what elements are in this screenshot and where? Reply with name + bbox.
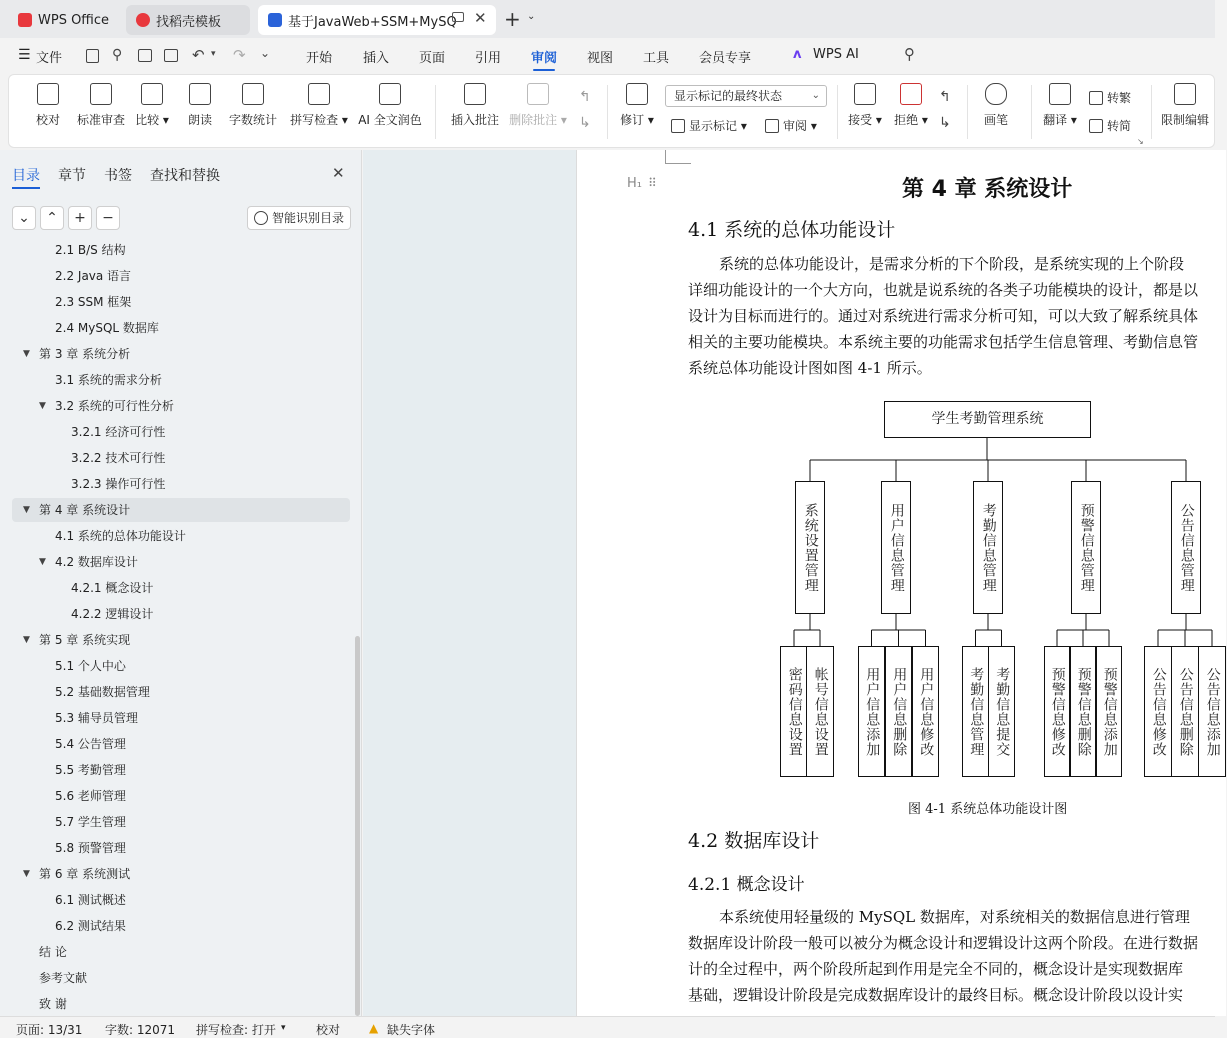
- toc-item[interactable]: [39, 992, 67, 1016]
- toc-item[interactable]: [23, 342, 131, 366]
- toc-item-label: 5.6 老师管理: [55, 789, 126, 803]
- word-doc-icon: [268, 13, 282, 27]
- diagram-group-node: 预警信息管理: [1071, 481, 1101, 614]
- diagram-leaf-node: 预警信息添加: [1096, 646, 1122, 777]
- to-traditional-button[interactable]: 转繁: [1089, 89, 1131, 106]
- next-comment-icon[interactable]: ↳: [579, 115, 591, 131]
- paragraph-line: 数据库设计阶段一般可以被分为概念设计和逻辑设计这两个阶段。在进行数据: [688, 934, 1199, 952]
- monitor-icon: [452, 12, 464, 22]
- word-count-button[interactable]: 字数统计: [227, 83, 279, 128]
- toc-scrollbar[interactable]: [355, 636, 360, 1016]
- paragraph-line: 系统的总体功能设计，是需求分析的下个阶段，是系统实现的上个阶段: [719, 255, 1185, 273]
- toc-item[interactable]: [55, 810, 126, 834]
- close-pane-icon[interactable]: ✕: [332, 164, 345, 182]
- paragraph-line: 基础，逻辑设计阶段是完成数据库设计的最终目标。概念设计阶段以设计实: [688, 986, 1184, 1004]
- chevron-down-icon[interactable]: ⌄: [527, 11, 536, 22]
- subsection-heading-4-2-1: 4.2.1 概念设计: [688, 875, 805, 895]
- diagram-leaf-node: 用户信息删除: [885, 646, 912, 777]
- toc-item[interactable]: [55, 836, 126, 860]
- toc-item-label: 3.2.1 经济可行性: [71, 425, 166, 439]
- menu-tools[interactable]: 工具: [643, 51, 670, 66]
- more-chevron-icon[interactable]: ⌄: [260, 46, 271, 60]
- to-simplified-button[interactable]: 转简: [1089, 117, 1131, 134]
- show-markup-icon: [671, 119, 685, 133]
- word-count[interactable]: 字数: 12071: [105, 1023, 176, 1037]
- restrict-edit-icon: [1174, 83, 1196, 105]
- share-icon[interactable]: ⚲: [112, 47, 123, 63]
- diagram-leaf-node: 公告信息修改: [1144, 646, 1172, 777]
- compare-icon: [141, 83, 163, 105]
- expand-arrow-icon[interactable]: ▼: [23, 505, 30, 515]
- spell-check-status[interactable]: 拼写检查: 打开: [196, 1023, 276, 1037]
- menu-page[interactable]: 页面: [419, 51, 446, 66]
- smart-toc-button[interactable]: 智能识别目录: [247, 206, 351, 230]
- chevron-down-icon: ⌄: [811, 90, 820, 101]
- toc-item[interactable]: [55, 264, 131, 288]
- toc-item-label: 第 3 章 系统分析: [39, 347, 131, 361]
- read-aloud-button[interactable]: 朗读: [185, 83, 215, 128]
- toc-item[interactable]: [55, 316, 159, 340]
- toc-item-label: 5.1 个人中心: [55, 659, 126, 673]
- toc-item[interactable]: [55, 680, 150, 704]
- toc-item[interactable]: [55, 732, 126, 756]
- toc-item-label: 4.1 系统的总体功能设计: [55, 529, 186, 543]
- tab-template[interactable]: [126, 5, 250, 35]
- chevron-down-icon[interactable]: ▾: [281, 1023, 286, 1033]
- toc-item[interactable]: [55, 888, 126, 912]
- next-change-icon[interactable]: ↳: [939, 115, 951, 131]
- restrict-edit-button[interactable]: 限制编辑: [1159, 83, 1211, 128]
- status-bar: [0, 1016, 1215, 1038]
- toc-item-label: 2.1 B/S 结构: [55, 243, 126, 257]
- toc-item-label: 3.2.3 操作可行性: [71, 477, 166, 491]
- chevron-up-icon: ⌃: [46, 210, 58, 226]
- tab-bar: [0, 0, 1215, 38]
- diagram-group-node: 公告信息管理: [1171, 481, 1201, 614]
- toc-item[interactable]: [39, 550, 138, 574]
- paragraph-line: 本系统使用轻量级的 MySQL 数据库，对系统相关的数据信息进行管理: [719, 908, 1190, 926]
- delete-comment-icon: [527, 83, 549, 105]
- plus-icon: +: [74, 210, 86, 226]
- section-heading-4-1: 4.1 系统的总体功能设计: [688, 219, 896, 241]
- toc-item-label: 第 6 章 系统测试: [39, 867, 131, 881]
- close-tab-icon[interactable]: ✕: [474, 9, 487, 27]
- tab-document[interactable]: [258, 5, 496, 35]
- toc-item-label: 参考文献: [39, 971, 88, 985]
- tab-label: 基于JavaWeb+SSM+MySQ: [288, 14, 457, 30]
- collapse-level-button[interactable]: [96, 206, 120, 230]
- word-count-icon: [242, 83, 264, 105]
- toc-item[interactable]: [23, 862, 131, 886]
- toc-item-label: 2.2 Java 语言: [55, 269, 132, 283]
- translate-button[interactable]: 翻译 ▾: [1041, 83, 1079, 128]
- insert-comment-button[interactable]: 插入批注: [449, 83, 501, 128]
- undo-icon[interactable]: ↶: [192, 46, 205, 64]
- delete-comment-button[interactable]: 删除批注 ▾: [509, 83, 567, 128]
- toc-item[interactable]: [71, 446, 165, 470]
- toc-item[interactable]: [39, 394, 174, 418]
- ai-polish-icon: [379, 83, 401, 105]
- diagram-leaf-node: 帐号信息设置: [806, 646, 834, 777]
- search-icon[interactable]: ⚲: [904, 45, 915, 63]
- toc-item-label: 4.2.2 逻辑设计: [71, 607, 154, 621]
- diagram-group-node: 用户信息管理: [881, 481, 911, 614]
- tab-bookmarks[interactable]: 书签: [104, 168, 132, 184]
- expand-arrow-icon[interactable]: ▼: [23, 635, 30, 645]
- reject-button[interactable]: 拒绝 ▾: [893, 83, 929, 128]
- wps-logo-icon: [18, 13, 32, 27]
- chapter-heading: 第 4 章 系统设计: [902, 177, 1073, 202]
- figure-caption: 图 4-1 系统总体功能设计图: [908, 802, 1068, 817]
- diagram-leaf-node: 预警信息修改: [1044, 646, 1070, 777]
- proofread-button[interactable]: 校对: [33, 83, 63, 128]
- chevron-down-icon: ⌄: [18, 210, 30, 226]
- spell-check-button[interactable]: 拼写检查 ▾: [289, 83, 349, 128]
- diagram-leaf-node: 公告信息添加: [1198, 646, 1226, 777]
- insert-comment-icon: [464, 83, 486, 105]
- minus-icon: −: [102, 210, 114, 226]
- document-canvas: [363, 150, 1221, 1016]
- toc-item-label: 5.3 辅导员管理: [55, 711, 138, 725]
- missing-font-status[interactable]: 缺失字体: [387, 1023, 436, 1037]
- toc-item[interactable]: [71, 602, 153, 626]
- proofread-icon: [37, 83, 59, 105]
- review-pane-button[interactable]: 审阅 ▾: [765, 117, 817, 134]
- standard-review-button[interactable]: 标准审查: [75, 83, 127, 128]
- paragraph-line: 设计为目标而进行的。通过对系统进行需求分析可知，可以大致了解系统具体: [688, 307, 1199, 325]
- compare-button[interactable]: 比较 ▾: [135, 83, 169, 128]
- expand-group-icon[interactable]: ↘: [1137, 137, 1144, 146]
- diagram-leaf-node: 考勤信息提交: [988, 646, 1015, 777]
- menu-file[interactable]: 文件: [36, 51, 63, 66]
- ribbon-divider: [1151, 85, 1152, 139]
- collapse-down-button[interactable]: [12, 206, 36, 230]
- tab-label: 找稻壳模板: [156, 14, 222, 30]
- expand-level-button[interactable]: [68, 206, 92, 230]
- ai-smart-icon: [254, 211, 268, 225]
- toc-item[interactable]: [39, 966, 87, 990]
- toc-item[interactable]: [23, 628, 131, 652]
- toc-item[interactable]: [55, 654, 126, 678]
- docer-icon: [136, 13, 150, 27]
- toc-item[interactable]: [23, 498, 131, 522]
- pen-icon: [985, 83, 1007, 105]
- tab-toc[interactable]: 目录: [12, 165, 40, 185]
- toc-item[interactable]: [71, 420, 165, 444]
- section-heading-4-2: 4.2 数据库设计: [688, 830, 820, 852]
- print-icon[interactable]: [138, 49, 152, 62]
- diagram-leaf-node: 用户信息修改: [912, 646, 939, 777]
- diagram-leaf-node: 密码信息设置: [780, 646, 808, 777]
- review-ribbon: [8, 74, 1215, 148]
- toc-item-label: 5.7 学生管理: [55, 815, 126, 829]
- toc-item-label: 结 论: [39, 945, 67, 959]
- simplified-icon: [1089, 119, 1103, 133]
- toc-item-label: 5.8 预警管理: [55, 841, 126, 855]
- markup-display-value: 显示标记的最终状态: [674, 89, 783, 103]
- diagram-leaf-node: 公告信息删除: [1171, 646, 1199, 777]
- page-indicator[interactable]: 页面: 13/31: [16, 1023, 83, 1037]
- toc-item-label: 5.2 基础数据管理: [55, 685, 150, 699]
- ribbon-divider: [435, 85, 436, 139]
- spell-check-icon: [308, 83, 330, 105]
- drag-handle-icon[interactable]: ⠿: [648, 176, 657, 190]
- ribbon-divider: [967, 85, 968, 139]
- menu-bar: [0, 38, 1215, 72]
- traditional-icon: [1089, 91, 1103, 105]
- ribbon-divider: [1031, 85, 1032, 139]
- diagram-root-node: 学生考勤管理系统: [884, 401, 1091, 438]
- toc-item[interactable]: [71, 472, 165, 496]
- diagram-group-node: 系统设置管理: [795, 481, 825, 614]
- diagram-leaf-node: 用户信息添加: [858, 646, 885, 777]
- diagram-leaf-node: 预警信息删除: [1070, 646, 1096, 777]
- menu-insert[interactable]: 插入: [363, 51, 390, 66]
- proofread-status[interactable]: 校对: [316, 1023, 341, 1037]
- accept-button[interactable]: 接受 ▾: [847, 83, 883, 128]
- expand-arrow-icon[interactable]: ▼: [23, 349, 30, 359]
- print-preview-icon[interactable]: [164, 49, 178, 62]
- hamburger-icon[interactable]: ☰: [18, 47, 31, 63]
- ribbon-divider: [607, 85, 608, 139]
- expand-arrow-icon[interactable]: ▼: [39, 401, 46, 411]
- menu-view[interactable]: 视图: [587, 51, 614, 66]
- toc-item-label: 5.5 考勤管理: [55, 763, 126, 777]
- toc-item-label: 2.4 MySQL 数据库: [55, 321, 159, 335]
- toc-item[interactable]: [71, 576, 153, 600]
- menu-review[interactable]: 审阅: [531, 47, 557, 66]
- toc-item-label: 6.1 测试概述: [55, 893, 126, 907]
- toc-item-label: 6.2 测试结果: [55, 919, 126, 933]
- paragraph-line: 计的全过程中，两个阶段所起到作用是完全不同的，概念设计是实现数据库: [688, 960, 1184, 978]
- tab-find-replace[interactable]: 查找和替换: [150, 168, 220, 184]
- diagram-group-node: 考勤信息管理: [973, 481, 1003, 614]
- translate-icon: [1049, 83, 1071, 105]
- collapse-up-button[interactable]: [40, 206, 64, 230]
- toc-item-label: 3.1 系统的需求分析: [55, 373, 162, 387]
- track-changes-icon: [626, 83, 648, 105]
- tab-label: WPS Office: [38, 12, 110, 28]
- redo-icon[interactable]: ↷: [233, 46, 246, 64]
- toc-item-label: 第 5 章 系统实现: [39, 633, 131, 647]
- read-aloud-icon: [189, 83, 211, 105]
- toc-list: [0, 243, 356, 1014]
- toc-item-label: 4.2.1 概念设计: [71, 581, 154, 595]
- toc-item[interactable]: [55, 290, 131, 314]
- warning-icon: ▲: [369, 1021, 379, 1035]
- toc-item[interactable]: [39, 940, 67, 964]
- toc-item-label: 2.3 SSM 框架: [55, 295, 132, 309]
- document-page[interactable]: [576, 150, 1226, 1016]
- toc-item-label: 3.2.2 技术可行性: [71, 451, 166, 465]
- paragraph-line: 系统总体功能设计图如图 4-1 所示。: [688, 359, 932, 377]
- prev-comment-icon[interactable]: ↰: [579, 89, 591, 105]
- new-tab-icon[interactable]: +: [504, 7, 521, 31]
- show-markup-button[interactable]: 显示标记 ▾: [671, 117, 747, 134]
- pen-button[interactable]: 画笔: [981, 83, 1011, 128]
- toc-item-label: 4.2 数据库设计: [55, 555, 138, 569]
- save-icon[interactable]: [86, 49, 99, 63]
- heading-marker[interactable]: H₁: [627, 176, 642, 191]
- standard-review-icon: [90, 83, 112, 105]
- menu-reference[interactable]: 引用: [475, 51, 502, 66]
- prev-change-icon[interactable]: ↰: [939, 89, 951, 105]
- toc-item-label: 第 4 章 系统设计: [39, 503, 131, 517]
- accept-icon: [854, 83, 876, 105]
- ai-polish-button[interactable]: AI 全文润色: [357, 83, 423, 128]
- markup-display-select[interactable]: [665, 85, 827, 107]
- navigation-pane: [0, 150, 362, 1016]
- review-pane-icon: [765, 119, 779, 133]
- menu-home[interactable]: 开始: [306, 51, 333, 66]
- toc-item[interactable]: [55, 758, 126, 782]
- toc-item[interactable]: [55, 914, 126, 938]
- toc-item-label: 3.2 系统的可行性分析: [55, 399, 174, 413]
- toc-item[interactable]: [55, 238, 126, 262]
- undo-dropdown-icon[interactable]: ▾: [211, 49, 216, 59]
- function-structure-diagram: [577, 150, 1227, 800]
- ribbon-divider: [837, 85, 838, 139]
- paragraph-line: 相关的主要功能模块。本系统主要的功能需求包括学生信息管理、考勤信息管: [688, 333, 1199, 351]
- track-changes-button[interactable]: 修订 ▾: [619, 83, 655, 128]
- toc-item-label: 5.4 公告管理: [55, 737, 126, 751]
- toc-item[interactable]: [55, 784, 126, 808]
- wps-ai-icon: ᴧ: [793, 47, 802, 62]
- menu-member[interactable]: 会员专享: [699, 51, 752, 66]
- menu-wps-ai[interactable]: WPS AI: [813, 47, 859, 62]
- diagram-leaf-node: 考勤信息管理: [962, 646, 989, 777]
- expand-arrow-icon[interactable]: ▼: [39, 557, 46, 567]
- tab-wps-office[interactable]: [8, 5, 120, 35]
- tab-sections[interactable]: 章节: [58, 168, 86, 184]
- reject-icon: [900, 83, 922, 105]
- toc-item[interactable]: [55, 524, 186, 548]
- toc-item[interactable]: [55, 706, 138, 730]
- toc-item[interactable]: [55, 368, 162, 392]
- expand-arrow-icon[interactable]: ▼: [23, 869, 30, 879]
- paragraph-line: 详细功能设计的一个大方向，也就是说系统的各类子功能模块的设计，都是以: [688, 281, 1199, 299]
- toc-item-label: 致 谢: [39, 997, 67, 1011]
